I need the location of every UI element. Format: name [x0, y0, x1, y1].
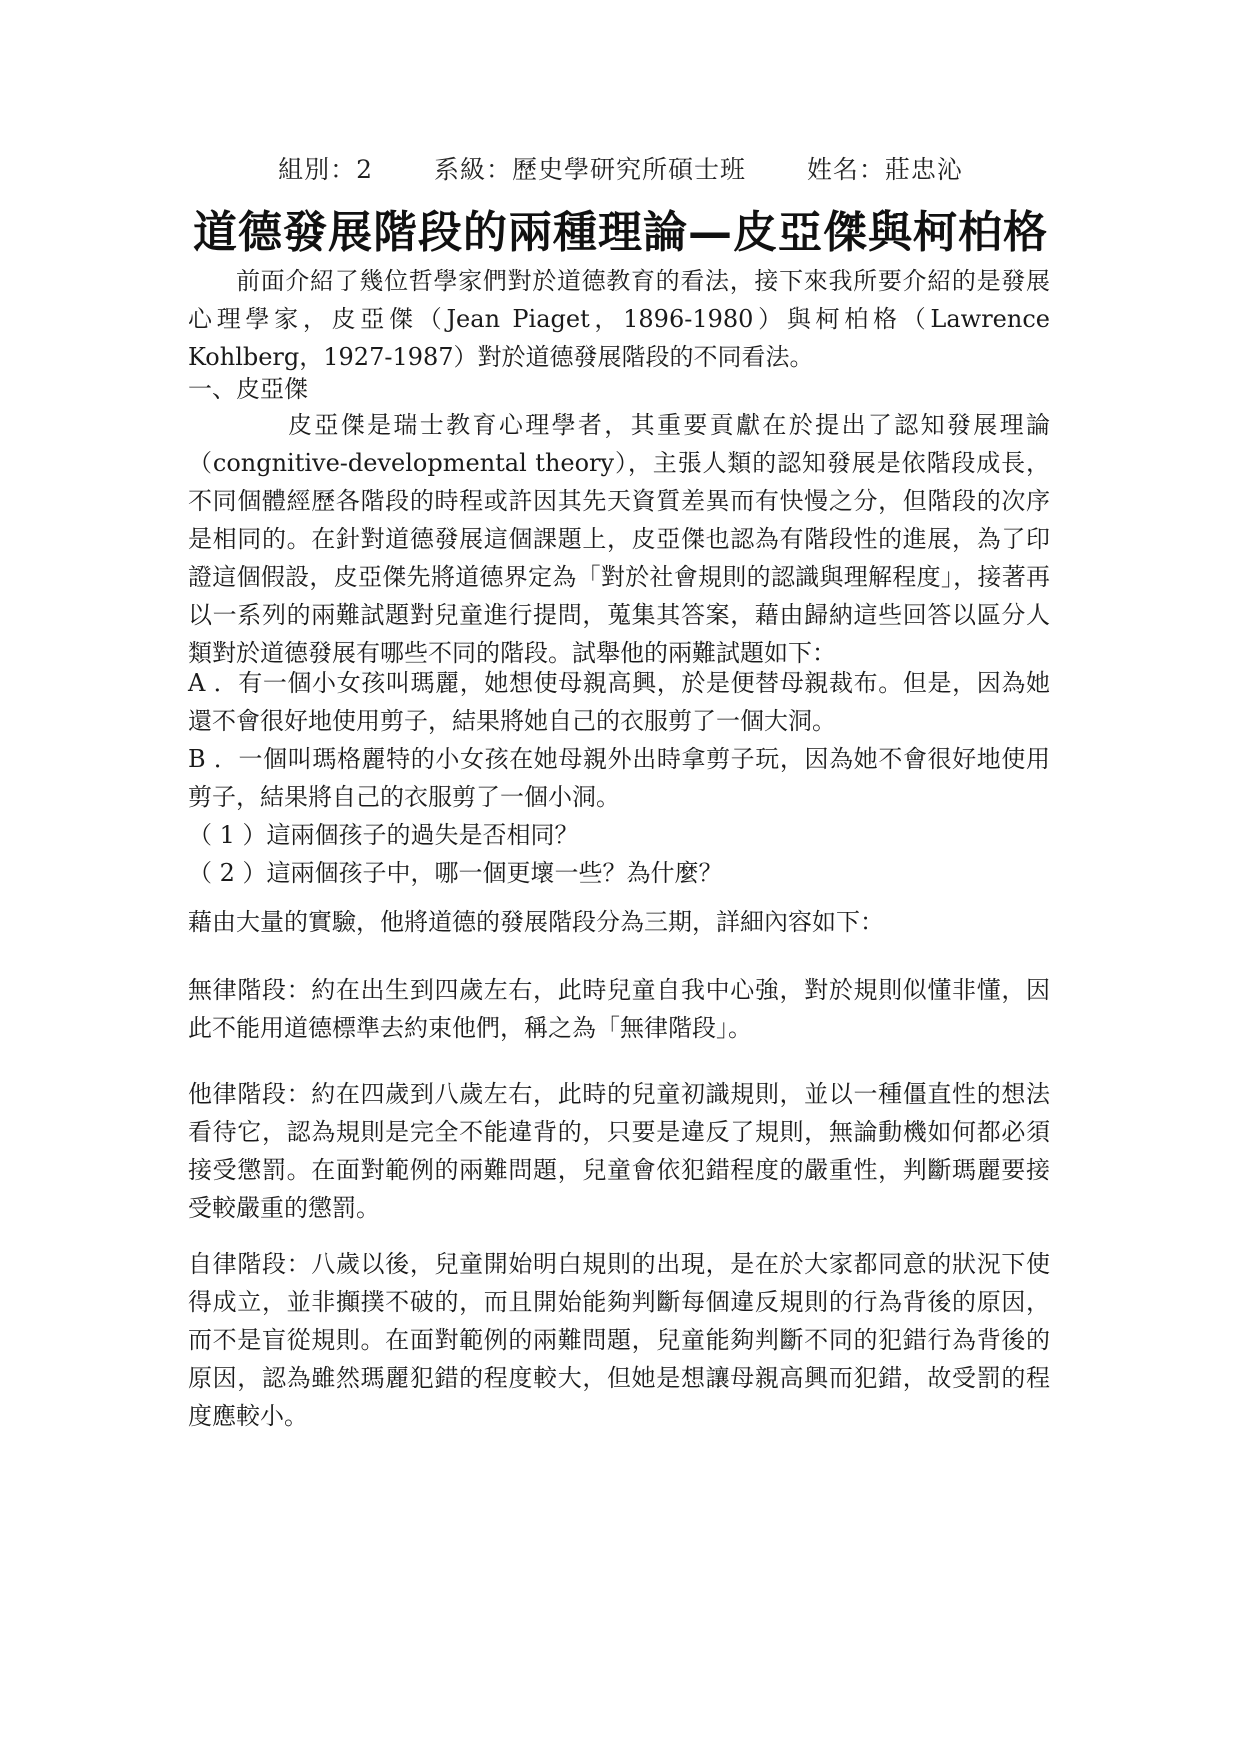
piaget-paragraph: 皮亞傑是瑞士教育心理學者，其重要貢獻在於提出了認知發展理論（congnitive-developmental theory），主張人類的認知發展是依階段成長，不同個體經歷各階段的時程或許因其先天資質差異而有快慢之分，但階段的次序是相同的。在針對道德發展這個課題上，皮亞傑也認為有階段性的進展，為了印證這個假設，皮亞傑先將道德界定為「對於社會規則的認識與理解程度」，接著再以一系列的兩難試題對兒童進行提問，蒐集其答案，藉由歸納這些回答以區分人類對於道德發展有哪些不同的階段。試舉他的兩難試題如下：	[188, 411, 1050, 667]
dilemma-a: A ．有一個小女孩叫瑪麗，她想使母親高興，於是便替母親裁布。但是，因為她還不會很好地使用剪子，結果將她自己的衣服剪了一個大洞。	[188, 669, 1050, 735]
group-label: 組別：2	[278, 155, 373, 184]
stage-anomy: 無律階段：約在出生到四歲左右，此時兒童自我中心強，對於規則似懂非懂，因此不能用道德標準去約束他們，稱之為「無律階段」。	[188, 976, 1050, 1042]
dilemma-block	[188, 664, 1050, 892]
intro-paragraph: 前面介紹了幾位哲學家們對於道德教育的看法，接下來我所要介紹的是發展心理學家，皮亞傑（Jean Piaget，1896-1980）與柯柏格（Lawrence Kohlberg，1927-1987）對於道德發展階段的不同看法。	[188, 267, 1050, 371]
section-heading-piaget: 一、皮亞傑	[188, 375, 308, 403]
question-2: （ 2 ）這兩個孩子中，哪一個更壞一些？為什麼？	[188, 859, 723, 887]
author-name: 姓名：莊忠沁	[806, 155, 963, 184]
document-title: 道德發展階段的兩種理論—皮亞傑與柯柏格	[193, 207, 1048, 258]
department-label: 系級：歷史學研究所碩士班	[433, 155, 746, 184]
transition-sentence: 藉由大量的實驗，他將道德的發展階段分為三期，詳細內容如下：	[188, 908, 884, 936]
dilemma-b: B ．一個叫瑪格麗特的小女孩在她母親外出時拿剪子玩，因為她不會很好地使用剪子，結果將自己的衣服剪了一個小洞。	[188, 745, 1050, 811]
stage-autonomy: 自律階段：八歲以後，兒童開始明白規則的出現，是在於大家都同意的狀況下使得成立，並非攧撲不破的，而且開始能夠判斷每個違反規則的行為背後的原因，而不是盲從規則。在面對範例的兩難問題，兒童能夠判斷不同的犯錯行為背後的原因，認為雖然瑪麗犯錯的程度較大，但她是想讓母親高興而犯錯，故受罰的程度應較小。	[188, 1250, 1050, 1430]
header-info	[0, 150, 1241, 186]
question-1: （ 1 ）這兩個孩子的過失是否相同？	[188, 821, 579, 849]
stage-heteronomy: 他律階段：約在四歲到八歲左右，此時的兒童初識規則，並以一種僵直性的想法看待它，認為規則是完全不能違背的，只要是違反了規則，無論動機如何都必須接受懲罰。在面對範例的兩難問題，兒童會依犯錯程度的嚴重性，判斷瑪麗要接受較嚴重的懲罰。	[188, 1080, 1050, 1222]
